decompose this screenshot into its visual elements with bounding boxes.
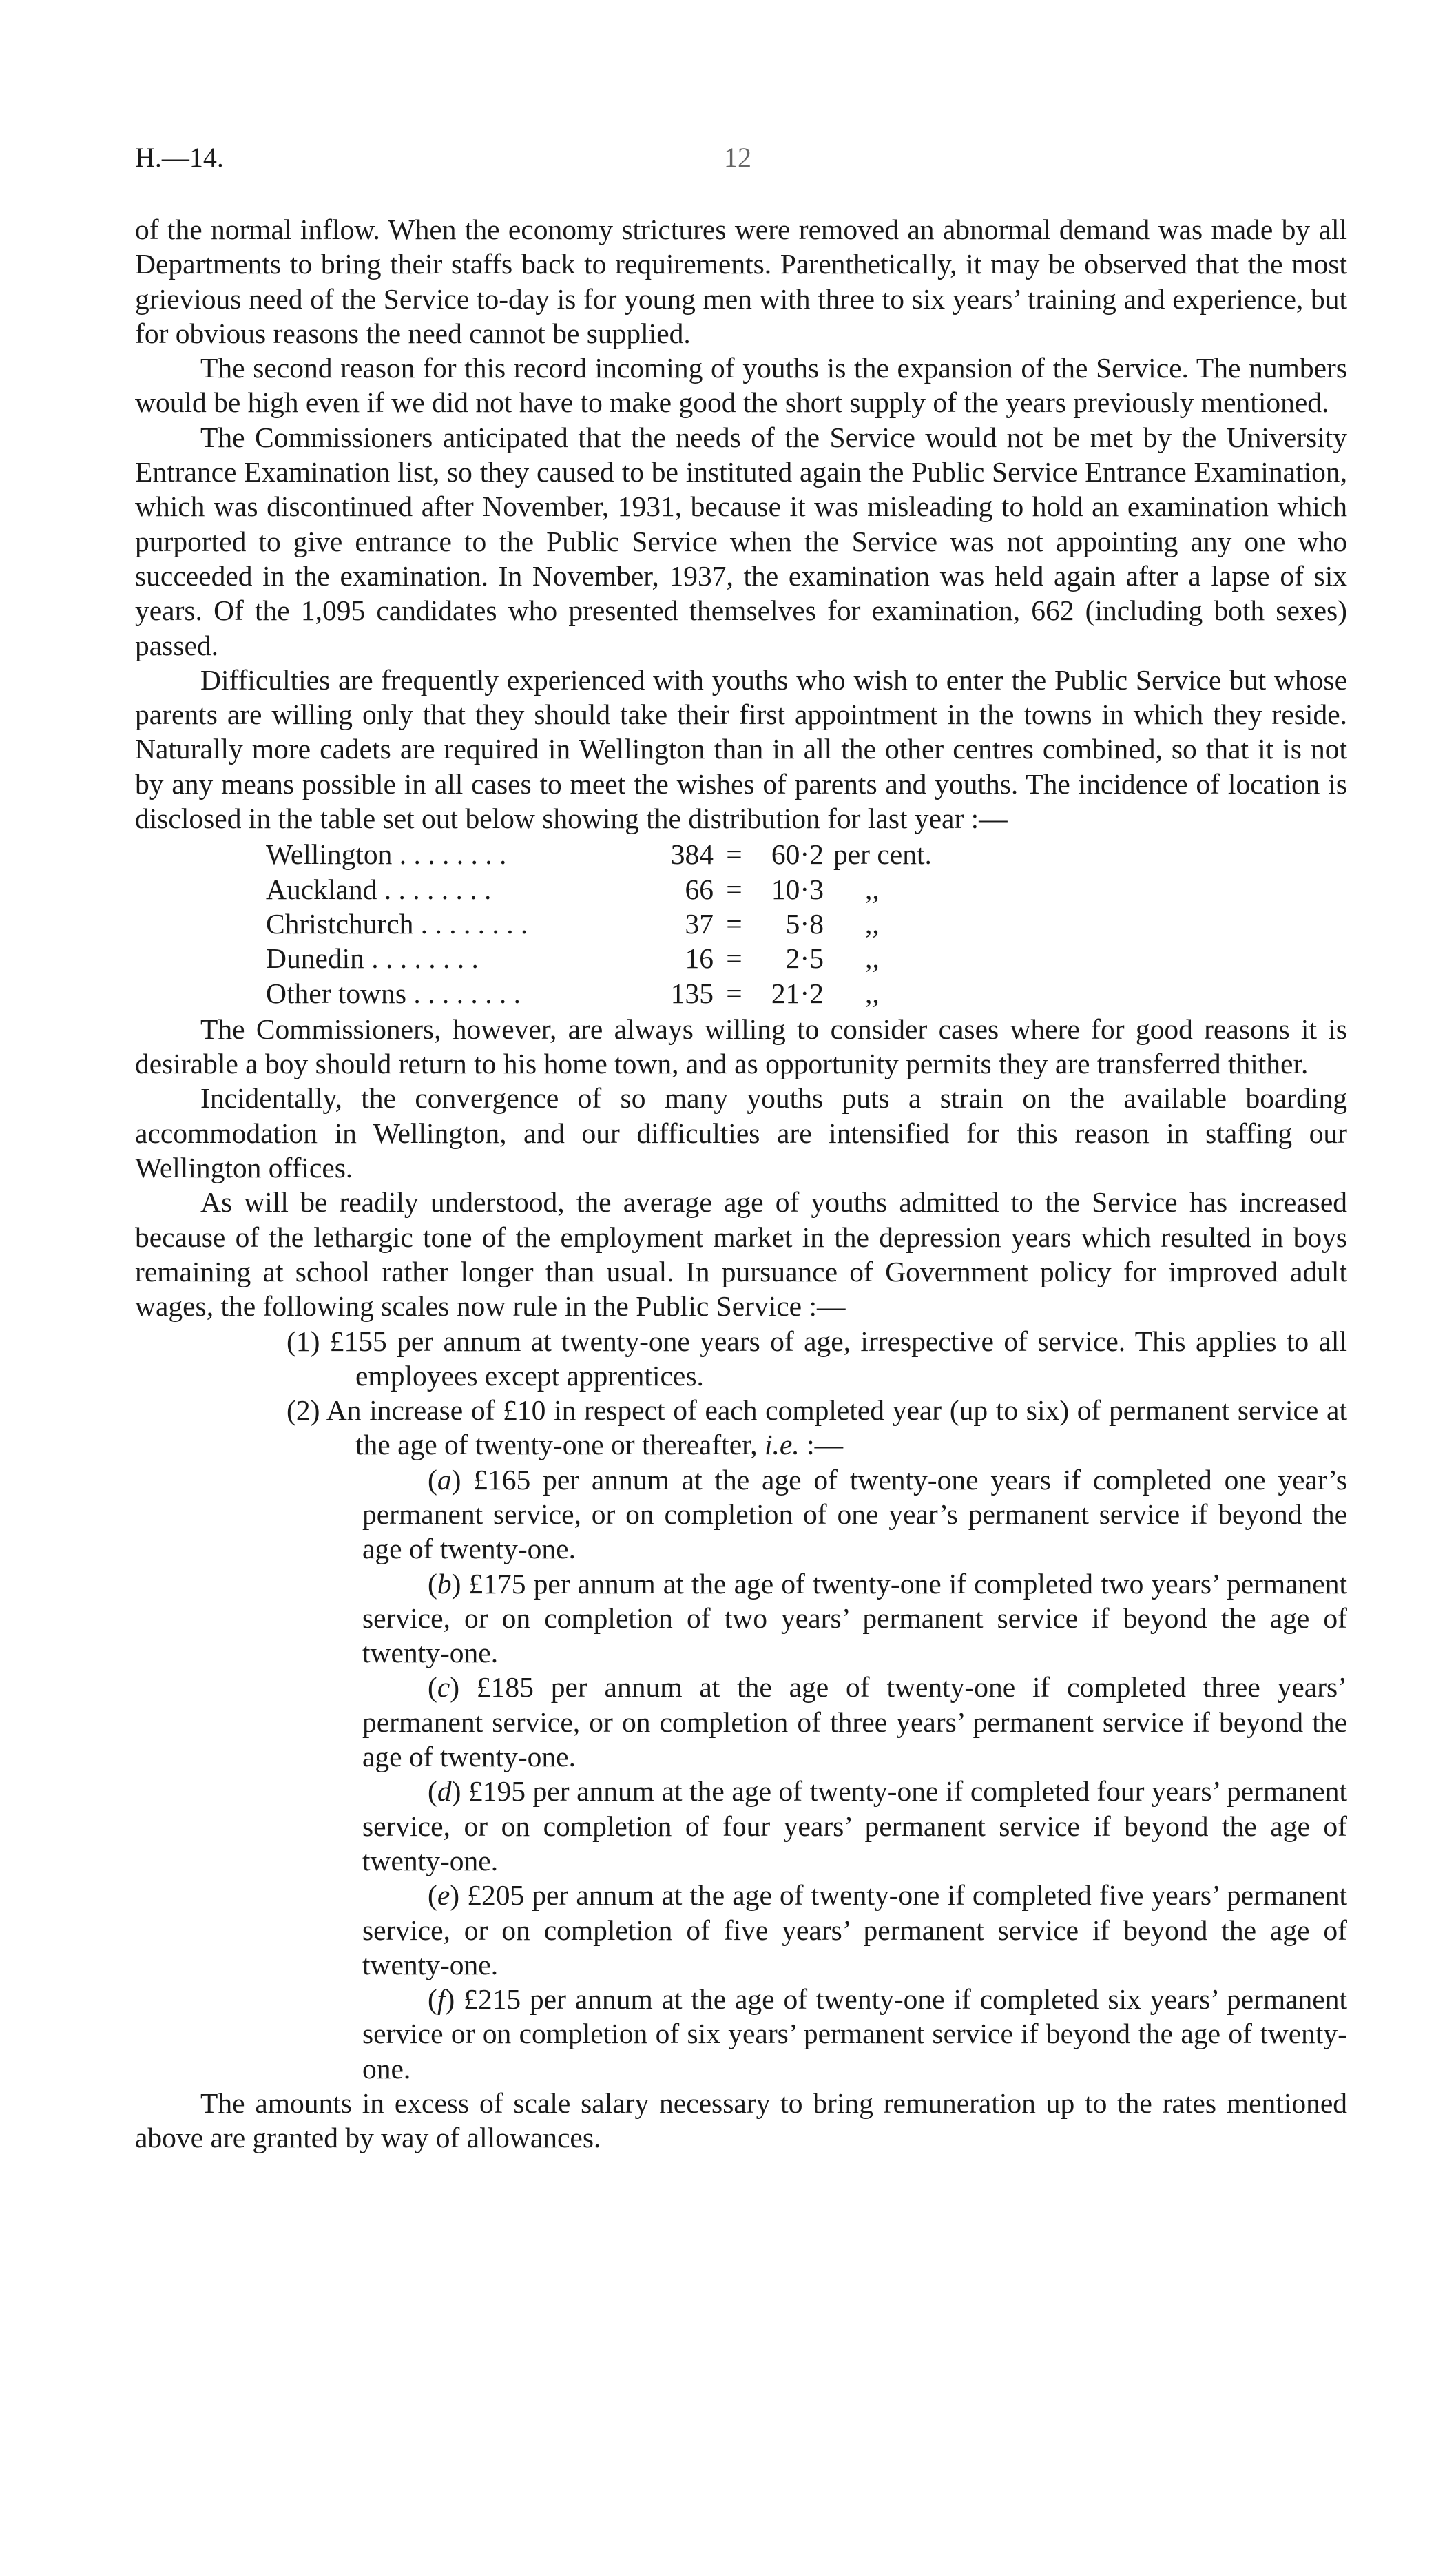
dot-leader: . . . . . . . . [371,942,479,975]
location-percent: 21·2 [771,977,824,1009]
paragraph-boarding-accommodation: Incidentally, the convergence of so many youths puts a strain on the available boarding accommodation in Wellington, and our difficulties are intensified for this reason in staffing our Wellington offices. [135,1082,1347,1184]
equals-sign: = [726,942,742,975]
scale-item-2 [135,1393,1347,1462]
location-count: 16 [685,942,714,975]
sub-letter: f [437,1983,446,2016]
dot-leader: . . . . . . . . [413,977,521,1009]
scale-item-1 [135,1324,1347,1394]
sub-text: £165 per annum at the age of twenty-one years if completed one year’s permanent service, or on completion of one year’s permanent service if beyond the age of twenty-one. [362,1463,1347,1565]
equals-sign: = [726,977,742,1009]
paragraph-location-difficulties: Difficulties are frequently experienced with youths who wish to enter the Public Service but whose parents are willing only that they should take their first appointment in the towns in which they reside. Naturally more cadets are required in Wellington than in all the other centres combined, so that it is not by any means possible in all cases to meet the wishes of parents and youths. The incidence of location is disclosed in the table set out below showing the distribution for last year :— [135,663,1347,835]
scale-subitem-d: (d) £195 per annum at the age of twenty-one if completed four years’ permanent service, or on completion of four years’ permanent service if beyond the age of twenty-one. [362,1775,1347,1876]
list-text: £155 per annum at twenty-one years of age, irrespective of service. This applies to all employees except apprentices. [329,1325,1347,1392]
scale-subitem-f: (f) £215 per annum at the age of twenty-one if completed six years’ permanent service or on completion of six years’ permanent service if beyond the age of twenty-one. [362,1983,1347,2085]
dot-leader: . . . . . . . . [420,907,528,940]
scale-subitem-c: (c) £185 per annum at the age of twenty-one if completed three years’ permanent service, or on completion of three years’ permanent service if beyond the age of twenty-one. [362,1671,1347,1773]
list-suffix: :— [799,1429,844,1461]
body-text [135,212,1347,2155]
sub-text: £195 per annum at the age of twenty-one if completed four years’ permanent service, or on completion of four years’ permanent service if beyond the age of twenty-one. [362,1775,1347,1876]
ditto-mark: ,, [865,942,880,975]
location-count: 66 [685,873,714,905]
ie-abbreviation: i.e. [765,1429,800,1461]
equals-sign: = [726,873,742,905]
ditto-mark: ,, [865,977,880,1009]
page-number: 12 [724,142,751,173]
sub-letter: a [437,1463,452,1496]
location-count: 384 [670,838,714,871]
location-name: Dunedin [266,942,364,975]
sub-text: £175 per annum at the age of twenty-one if completed two years’ permanent service, or on completion of two years’ permanent service if beyond the age of twenty-one. [362,1567,1347,1669]
paragraph-normal-inflow: of the normal inflow. When the economy strictures were removed an abnormal demand was made by all Departments to bring their staffs back to requirements. Parenthetically, it may be observed that the most grievious need of the Service to-day is for young men with three to six years’ training and experience, but for obvious reasons the need cannot be supplied. [135,214,1347,349]
paragraph-home-town-transfers: The Commissioners, however, are always willing to consider cases where for good reasons it is desirable a boy should return to his home town, and as opportunity permits they are transferred thither. [135,1013,1347,1080]
location-distribution-table [266,837,932,1010]
sub-letter: d [437,1775,452,1808]
location-percent: 2·5 [785,942,824,975]
table-row [266,941,932,975]
location-name: Auckland [266,873,377,905]
sub-letter: b [437,1567,452,1600]
ditto-mark: ,, [865,907,880,940]
page-header [135,141,1347,183]
location-percent: 10·3 [771,873,824,905]
sub-text: £205 per annum at the age of twenty-one if completed five years’ permanent service, or on completion of five years’ permanent service if beyond the age of twenty-one. [362,1879,1348,1980]
list-number: (2) [287,1394,320,1427]
table-row [266,872,932,907]
sub-text: £215 per annum at the age of twenty-one if completed six years’ permanent service or on completion of six years’ permanent service if beyond the age of twenty-one. [362,1983,1347,2085]
paragraph-average-age: As will be readily understood, the average age of youths admitted to the Service has increased because of the lethargic tone of the employment market in the depression years which resulted in boys remaining at school rather longer than usual. In pursuance of Government policy for improved adult wages, the following scales now rule in the Public Service :— [135,1186,1347,1323]
location-percent: 60·2 [771,838,824,871]
paragraph-second-reason: The second reason for this record incoming of youths is the expansion of the Service. The numbers would be high even if we did not have to make good the short supply of the years previously mentioned. [135,352,1347,419]
paragraph-allowances: The amounts in excess of scale salary necessary to bring remuneration up to the rates mentioned above are granted by way of allowances. [135,2087,1347,2154]
scale-subitem-e: (e) £205 per annum at the age of twenty-one if completed five years’ permanent service, or on completion of five years’ permanent service if beyond the age of twenty-one. [362,1879,1348,1980]
table-row [266,976,932,1011]
equals-sign: = [726,838,742,871]
ditto-mark: ,, [865,873,880,905]
paragraph-entrance-examination: The Commissioners anticipated that the needs of the Service would not be met by the University Entrance Examination list, so they caused to be instituted again the Public Service Entrance Examination, which was discontinued after November, 1931, because it was misleading to hold an examination which purported to give entrance to the Public Service when the Service was not appointing any one who succeeded in the examination. In November, 1937, the examination was held again after a lapse of six years. Of the 1,095 candidates who presented themselves for examination, 662 (including both sexes) passed. [135,421,1347,661]
sub-letter: c [437,1671,450,1704]
percent-unit: per cent. [833,838,932,871]
location-count: 135 [670,977,714,1009]
scale-subitem-b: (b) £175 per annum at the age of twenty-one if completed two years’ permanent service, or on completion of two years’ permanent service if beyond the age of twenty-one. [362,1567,1347,1669]
table-row [266,837,932,871]
dot-leader: . . . . . . . . [399,838,507,871]
dot-leader: . . . . . . . . [384,873,492,905]
equals-sign: = [726,907,742,940]
sub-text: £185 per annum at the age of twenty-one if completed three years’ permanent service, or on completion of three years’ permanent service if beyond the age of twenty-one. [362,1671,1347,1773]
location-count: 37 [685,907,714,940]
location-name: Other towns [266,977,407,1009]
table-row [266,907,932,941]
list-number: (1) [287,1325,320,1357]
location-percent: 5·8 [785,907,824,940]
location-name: Christchurch [266,907,414,940]
list-text: An increase of £10 in respect of each completed year (up to six) of permanent service at the age of twenty-one or thereafter, [326,1394,1347,1461]
sub-letter: e [437,1879,450,1912]
scale-subitem-a: (a) £165 per annum at the age of twenty-one years if completed one year’s permanent service, or on completion of one year’s permanent service if beyond the age of twenty-one. [362,1463,1347,1565]
document-reference: H.—14. [135,142,224,173]
location-name: Wellington [266,838,393,871]
